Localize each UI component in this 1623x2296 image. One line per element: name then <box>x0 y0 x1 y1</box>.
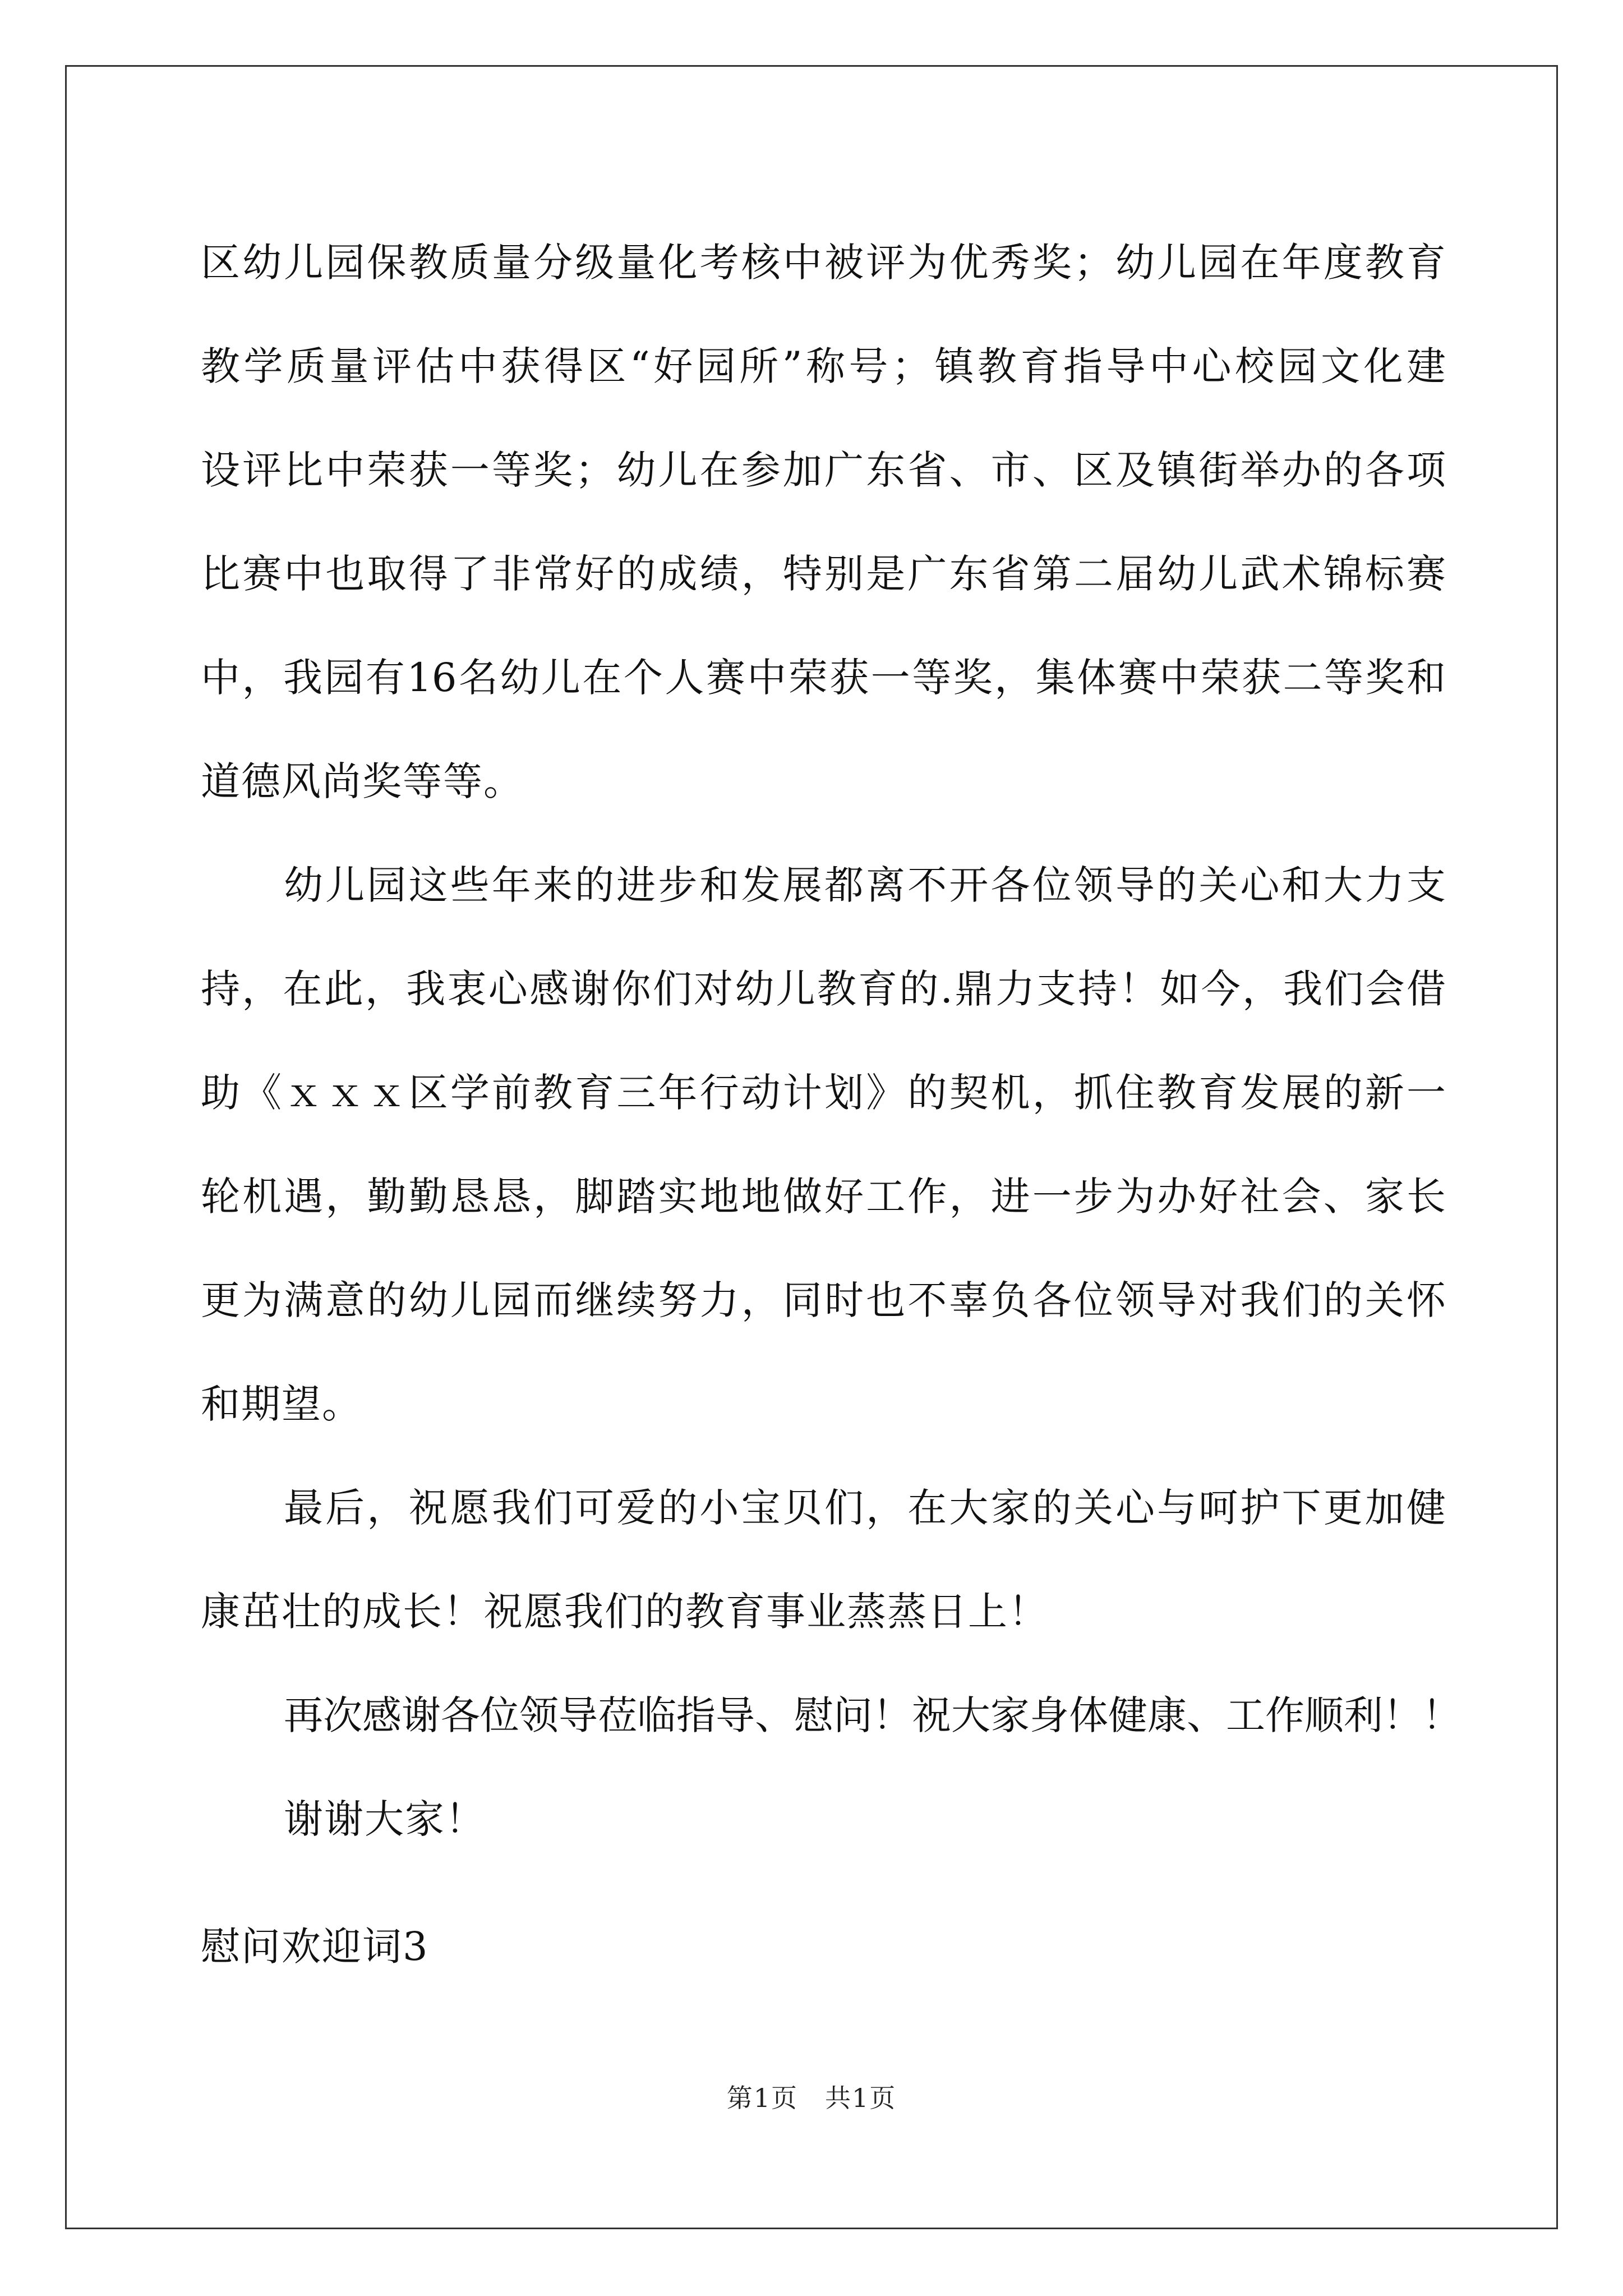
paragraph-line: 区幼儿园保教质量分级量化考核中被评为优秀奖；幼儿园在年度教育 <box>201 240 1446 286</box>
section-heading: 慰问欢迎词3 <box>201 1924 429 1970</box>
paragraph-line: 中，我园有16名幼儿在个人赛中荣获一等奖，集体赛中荣获二等奖和 <box>201 655 1446 701</box>
paragraph-line: 教学质量评估中获得区“好园所”称号；镇教育指导中心校园文化建 <box>201 343 1446 389</box>
paragraph-line: 更为满意的幼儿园而继续努力，同时也不辜负各位领导对我们的关怀 <box>201 1277 1446 1323</box>
document-body <box>201 211 1461 1871</box>
paragraph-line: 持，在此，我衷心感谢你们对幼儿教育的.鼎力支持！如今，我们会借 <box>201 966 1446 1012</box>
paragraph-line: 和期望。 <box>201 1381 362 1427</box>
paragraph-line: 比赛中也取得了非常好的成绩，特别是广东省第二届幼儿武术锦标赛 <box>201 551 1446 597</box>
page-number: 第1页 共1页 <box>726 2083 897 2113</box>
paragraph-line: 道德风尚奖等等。 <box>201 758 524 804</box>
paragraph-line: 设评比中荣获一等奖；幼儿在参加广东省、市、区及镇街举办的各项 <box>201 447 1446 493</box>
paragraph-line: 轮机遇，勤勤恳恳，脚踏实地地做好工作，进一步为办好社会、家长 <box>201 1174 1446 1220</box>
paragraph-line: 再次感谢各位领导莅临指导、慰问！祝大家身体健康、工作顺利！！ <box>284 1692 1461 1738</box>
paragraph-line: 助《ｘｘｘ区学前教育三年行动计划》的契机，抓住教育发展的新一 <box>201 1070 1446 1116</box>
paragraph-line: 最后，祝愿我们可爱的小宝贝们，在大家的关心与呵护下更加健 <box>284 1485 1446 1531</box>
paragraph-line: 谢谢大家！ <box>284 1796 486 1842</box>
paragraph-line: 幼儿园这些年来的进步和发展都离不开各位领导的关心和大力支 <box>284 862 1446 908</box>
paragraph-line: 康茁壮的成长！祝愿我们的教育事业蒸蒸日上！ <box>201 1589 1049 1635</box>
